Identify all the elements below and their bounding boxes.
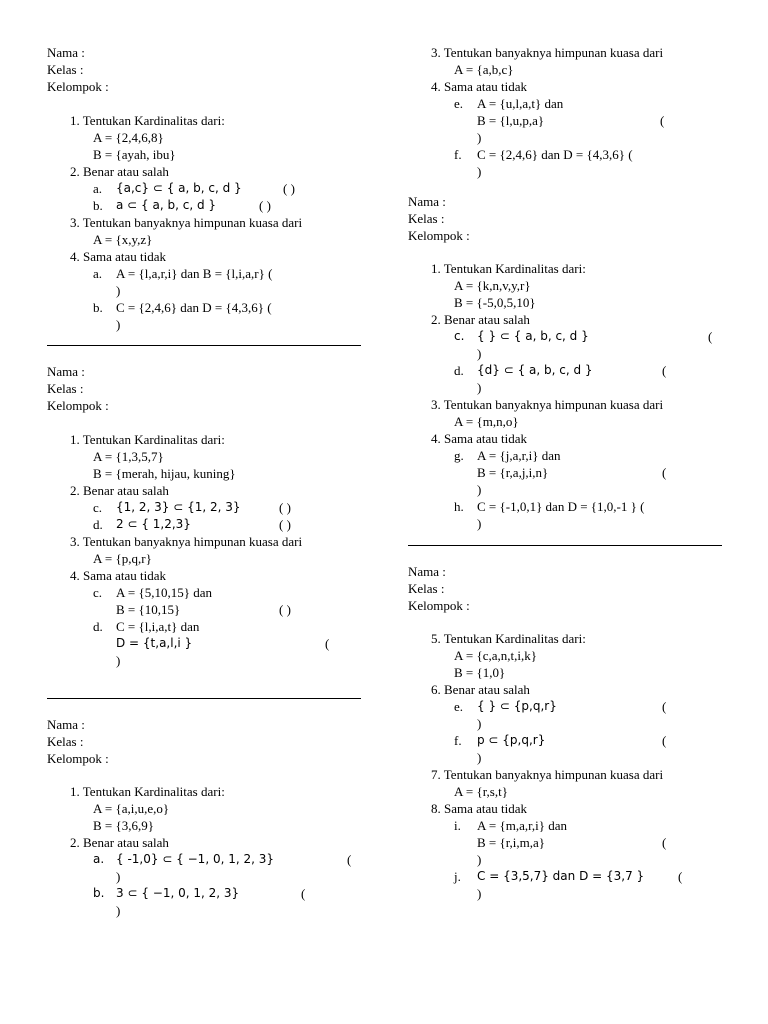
item-label: h. — [454, 499, 464, 514]
answer-paren: ( ) — [283, 181, 295, 196]
statement-a: A = {l,a,r,i} dan B = {l,i,a,r} ( — [116, 266, 273, 281]
item-label: a. — [93, 266, 103, 281]
answer-paren: ( ) — [279, 517, 291, 532]
answer-paren-close: ) — [477, 482, 482, 497]
set-a: A = {1,3,5,7} — [93, 449, 164, 464]
question-7: 7. Tentukan banyaknya himpunan kuasa dari — [431, 767, 664, 782]
statement-h: C = {-1,0,1} dan D = {1,0,-1 } ( — [477, 499, 645, 514]
set-b: B = {ayah, ibu} — [93, 147, 176, 162]
item-label: g. — [454, 448, 464, 463]
statement-b: a ⊂ { a, b, c, d } — [116, 198, 217, 212]
set-b: B = {-5,0,5,10} — [454, 295, 536, 310]
nama-label: Nama : — [408, 194, 446, 209]
statement-d: C = {l,i,a,t} dan — [116, 619, 200, 634]
item-label: b. — [93, 198, 103, 213]
item-label: j. — [454, 869, 461, 884]
statement-i: A = {m,a,r,i} dan — [477, 818, 568, 833]
set-a: A = {a,i,u,e,o} — [93, 801, 170, 816]
statement-e: A = {u,l,a,t} dan — [477, 96, 564, 111]
question-1: 1. Tentukan Kardinalitas dari: — [70, 113, 225, 128]
statement-j: C = {3,5,7} dan D = {3,7 } — [477, 869, 645, 883]
answer-paren: ( — [662, 835, 667, 850]
statement-d: 2 ⊂ { 1,2,3} — [116, 517, 191, 531]
statement-e-line2: B = {l,u,p,a} — [477, 113, 545, 128]
question-3: 3. Tentukan banyaknya himpunan kuasa dari — [431, 397, 664, 412]
answer-paren: ( ) — [279, 602, 291, 617]
statement-c: {1, 2, 3} ⊂ {1, 2, 3} — [116, 500, 241, 514]
set-a: A = {a,b,c} — [454, 62, 514, 77]
question-6: 6. Benar atau salah — [431, 682, 530, 697]
divider — [47, 698, 361, 699]
answer-paren-close: ) — [477, 750, 482, 765]
set-a: A = {x,y,z} — [93, 232, 153, 247]
answer-paren-close: ) — [477, 130, 482, 145]
answer-paren-close: ) — [477, 852, 482, 867]
item-label: d. — [454, 363, 464, 378]
kelas-label: Kelas : — [408, 211, 445, 226]
answer-paren: ( — [660, 113, 665, 128]
item-label: f. — [454, 147, 462, 162]
divider — [408, 545, 722, 546]
set-b: B = {1,0} — [454, 665, 506, 680]
question-2: 2. Benar atau salah — [70, 164, 169, 179]
answer-paren: ( — [662, 699, 667, 714]
set-a: A = {r,s,t} — [454, 784, 508, 799]
item-label: b. — [93, 300, 103, 315]
answer-paren: ( — [678, 869, 683, 884]
kelas-label: Kelas : — [47, 62, 84, 77]
answer-paren-close: ) — [477, 516, 482, 531]
set-b: B = {3,6,9} — [93, 818, 154, 833]
set-a: A = {p,q,r} — [93, 551, 152, 566]
item-label: a. — [93, 181, 103, 196]
question-4: 4. Sama atau tidak — [70, 568, 167, 583]
answer-paren: ( — [301, 886, 306, 901]
statement-a: { -1,0} ⊂ { −1, 0, 1, 2, 3} — [116, 852, 275, 866]
nama-label: Nama : — [408, 564, 446, 579]
statement-g-line2: B = {r,a,j,i,n} — [477, 465, 549, 480]
answer-paren: ( — [662, 733, 667, 748]
nama-label: Nama : — [47, 717, 85, 732]
answer-paren-close: ) — [477, 164, 482, 179]
kelompok-label: Kelompok : — [47, 79, 109, 94]
statement-i-line2: B = {r,i,m,a} — [477, 835, 546, 850]
answer-paren: ( — [708, 329, 713, 344]
answer-paren: ( ) — [279, 500, 291, 515]
statement-c-line2: B = {10,15} — [116, 602, 181, 617]
set-a: A = {c,a,n,t,i,k} — [454, 648, 537, 663]
answer-paren: ( ) — [259, 198, 271, 213]
statement-d: {d} ⊂ { a, b, c, d } — [477, 363, 593, 377]
question-4: 4. Sama atau tidak — [431, 79, 528, 94]
item-label: e. — [454, 699, 464, 714]
question-4: 4. Sama atau tidak — [431, 431, 528, 446]
item-label: c. — [454, 329, 465, 343]
item-label: i. — [454, 818, 461, 833]
question-5: 5. Tentukan Kardinalitas dari: — [431, 631, 586, 646]
set-a: A = {m,n,o} — [454, 414, 519, 429]
answer-paren-close: ) — [477, 380, 482, 395]
question-1: 1. Tentukan Kardinalitas dari: — [70, 784, 225, 799]
set-a: A = {k,n,v,y,r} — [454, 278, 531, 293]
answer-paren-close: ) — [477, 346, 482, 361]
answer-paren: ( — [325, 636, 330, 651]
statement-c: A = {5,10,15} dan — [116, 585, 213, 600]
answer-paren-close: ) — [116, 317, 121, 332]
answer-paren-close: ) — [116, 283, 121, 298]
item-label: e. — [454, 96, 464, 111]
divider — [47, 345, 361, 346]
item-label: a. — [93, 852, 105, 866]
statement-g: A = {j,a,r,i} dan — [477, 448, 561, 463]
kelas-label: Kelas : — [408, 581, 445, 596]
answer-paren-close: ) — [116, 903, 121, 918]
item-label: f. — [454, 733, 462, 748]
statement-f: p ⊂ {p,q,r} — [477, 733, 546, 747]
statement-b: C = {2,4,6} dan D = {4,3,6} ( — [116, 300, 272, 315]
statement-c: { } ⊂ { a, b, c, d } — [477, 329, 589, 343]
answer-paren-close: ) — [116, 653, 121, 668]
answer-paren-close: ) — [116, 869, 121, 884]
question-2: 2. Benar atau salah — [70, 483, 169, 498]
answer-paren-close: ) — [477, 886, 482, 901]
answer-paren-close: ) — [477, 716, 482, 731]
question-3: 3. Tentukan banyaknya himpunan kuasa dari — [70, 534, 303, 549]
question-2: 2. Benar atau salah — [70, 835, 169, 850]
question-3: 3. Tentukan banyaknya himpunan kuasa dari — [70, 215, 303, 230]
question-8: 8. Sama atau tidak — [431, 801, 528, 816]
item-label: b. — [93, 886, 105, 900]
statement-a: {a,c} ⊂ { a, b, c, d } — [116, 181, 242, 195]
answer-paren: ( — [347, 852, 352, 867]
nama-label: Nama : — [47, 364, 85, 379]
item-label: d. — [93, 517, 103, 532]
question-2: 2. Benar atau salah — [431, 312, 530, 327]
kelas-label: Kelas : — [47, 734, 84, 749]
answer-paren: ( — [662, 363, 667, 378]
question-3: 3. Tentukan banyaknya himpunan kuasa dari — [431, 45, 664, 60]
set-b: B = {merah, hijau, kuning} — [93, 466, 236, 481]
item-label: c. — [93, 500, 103, 515]
item-label: d. — [93, 619, 103, 634]
statement-d-line2: D = {t,a,l,i } — [116, 636, 193, 650]
kelompok-label: Kelompok : — [47, 398, 109, 413]
statement-b: 3 ⊂ { −1, 0, 1, 2, 3} — [116, 886, 240, 900]
question-1: 1. Tentukan Kardinalitas dari: — [70, 432, 225, 447]
statement-f: C = {2,4,6} dan D = {4,3,6} ( — [477, 147, 633, 162]
kelompok-label: Kelompok : — [408, 228, 470, 243]
kelompok-label: Kelompok : — [47, 751, 109, 766]
answer-paren: ( — [662, 465, 667, 480]
set-a: A = {2,4,6,8} — [93, 130, 164, 145]
nama-label: Nama : — [47, 45, 85, 60]
kelas-label: Kelas : — [47, 381, 84, 396]
question-1: 1. Tentukan Kardinalitas dari: — [431, 261, 586, 276]
statement-e: { } ⊂ {p,q,r} — [477, 699, 557, 713]
item-label: c. — [93, 585, 103, 600]
kelompok-label: Kelompok : — [408, 598, 470, 613]
question-4: 4. Sama atau tidak — [70, 249, 167, 264]
